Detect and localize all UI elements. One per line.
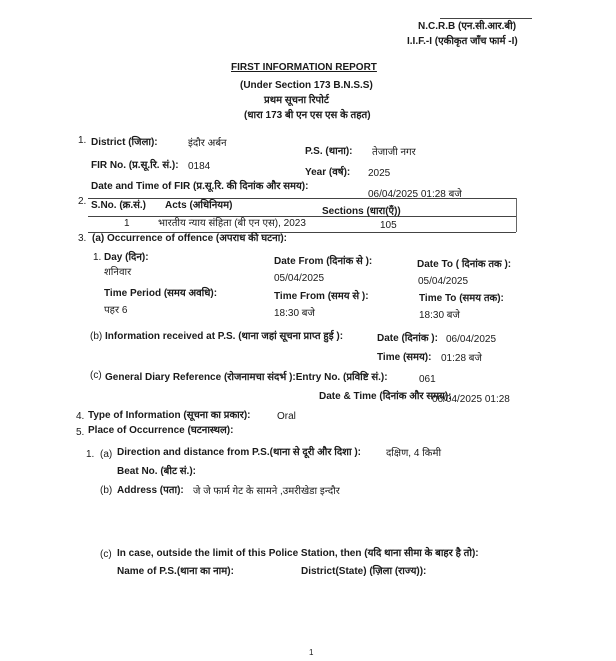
report-title: FIRST INFORMATION REPORT (231, 62, 377, 73)
information-type-value: Oral (277, 411, 296, 422)
outside-district-state-label: District(State) (ज़िला (राज्य)): (301, 566, 427, 577)
time-from-label: Time From (समय से ): (274, 291, 369, 302)
year-label: Year (वर्ष): (305, 167, 351, 178)
outside-limit-label: In case, outside the limit of this Police Station, then (यदि थाना सीमा के बाहर है तो): (117, 548, 479, 559)
direction-marker: (a) (100, 449, 113, 460)
address-label: Address (पता): (117, 485, 184, 496)
diary-datetime-value: 06/04/2025 01:28 (432, 394, 510, 405)
form-name: I.I.F.-I (एकीकृत जाँच फार्म -I) (407, 36, 518, 47)
time-period-label: Time Period (समय अवधि): (104, 288, 218, 299)
information-type-label: Type of Information (सूचना का प्रकार): (88, 410, 251, 421)
date-from-value: 05/04/2025 (274, 273, 325, 284)
place-sub-number: 1. (86, 449, 95, 460)
occurrence-sub-number: 1. (93, 252, 102, 263)
address-value: जे जे फार्म गेट के सामने ,उमरीखेडा इन्दौर (193, 486, 340, 497)
info-received-marker: (b) (90, 331, 103, 342)
report-section-hindi: (धारा 173 बी एन एस एस के तहत) (244, 110, 371, 121)
day-label: Day (दिन): (104, 252, 149, 263)
diary-reference-marker: (c) (90, 370, 102, 381)
acts-table-sections-header: Sections (धारा(एँ)) (322, 206, 401, 217)
item-4-number: 4. (76, 411, 85, 422)
diary-entry-value: 061 (419, 374, 436, 385)
district-value: इंदौर अर्बन (188, 138, 227, 149)
acts-table-top-rule (88, 198, 516, 199)
item-1-number: 1. (78, 135, 87, 146)
item-3-number: 3. (78, 233, 87, 244)
info-received-time-label: Time (समय): (377, 352, 432, 363)
acts-row-section: 105 (380, 220, 397, 231)
date-from-label: Date From (दिनांक से ): (274, 256, 373, 267)
police-station-value: तेजाजी नगर (372, 147, 416, 158)
fir-datetime-value: 06/04/2025 01:28 बजे (368, 189, 462, 200)
page-number: 1 (309, 648, 314, 657)
direction-distance-label: Direction and distance from P.S.(थाना से दूरी और दिशा ): (117, 447, 361, 458)
acts-row-act: भारतीय न्याय संहिता (बी एन एस), 2023 (158, 218, 306, 229)
fir-datetime-label: Date and Time of FIR (प्र.सू.रि. की दिनांक और समय): (91, 181, 309, 192)
report-title-hindi: प्रथम सूचना रिपोर्ट (264, 95, 329, 106)
year-value: 2025 (368, 168, 391, 179)
time-from-value: 18:30 बजे (274, 308, 315, 319)
district-label: District (जिला): (91, 137, 158, 148)
acts-table-sno-header: S.No. (क्र.सं.) (91, 200, 146, 211)
report-section: (Under Section 173 B.N.S.S) (240, 80, 373, 91)
acts-table-mid-rule (88, 216, 516, 217)
time-to-value: 18:30 बजे (419, 310, 460, 321)
outside-limit-marker: (c) (100, 549, 112, 560)
time-period-value: पहर 6 (104, 305, 128, 316)
acts-table-right-border (516, 198, 517, 232)
acts-row-sno: 1 (124, 218, 130, 229)
direction-distance-value: दक्षिण, 4 किमी (386, 448, 442, 459)
diary-reference-label: General Diary Reference (रोजनामचा संदर्भ ):Entry No. (प्रविष्टि सं.): (105, 372, 388, 383)
form-code: N.C.R.B (एन.सी.आर.बी) (418, 21, 517, 32)
info-received-time-value: 01:28 बजे (441, 353, 482, 364)
address-marker: (b) (100, 485, 113, 496)
info-received-date-label: Date (दिनांक ): (377, 333, 438, 344)
beat-number-label: Beat No. (बीट सं.): (117, 466, 196, 477)
date-to-value: 05/04/2025 (418, 276, 469, 287)
item-5-number: 5. (76, 427, 85, 438)
fir-number-value: 0184 (188, 161, 211, 172)
police-station-label: P.S. (थाना): (305, 146, 353, 157)
date-to-label: Date To ( दिनांक तक ): (417, 259, 512, 270)
fir-number-label: FIR No. (प्र.सू.रि. सं.): (91, 160, 179, 171)
info-received-label: Information received at P.S. (थाना जहां सूचना प्राप्त हुई ): (105, 331, 344, 342)
acts-table-acts-header: Acts (अधिनियम) (165, 200, 233, 211)
header-rule (440, 18, 532, 19)
occurrence-label: (a) Occurrence of offence (अपराध की घटना): (92, 233, 287, 244)
time-to-label: Time To (समय तक): (419, 293, 504, 304)
day-value: शनिवार (104, 267, 132, 278)
item-2-number: 2. (78, 196, 87, 207)
info-received-date-value: 06/04/2025 (446, 334, 497, 345)
place-of-occurrence-label: Place of Occurrence (घटनास्थल): (88, 425, 234, 436)
outside-ps-name-label: Name of P.S.(थाना का नाम): (117, 566, 234, 577)
diary-datetime-label: Date & Time (दिनांक और समय): (319, 391, 452, 402)
